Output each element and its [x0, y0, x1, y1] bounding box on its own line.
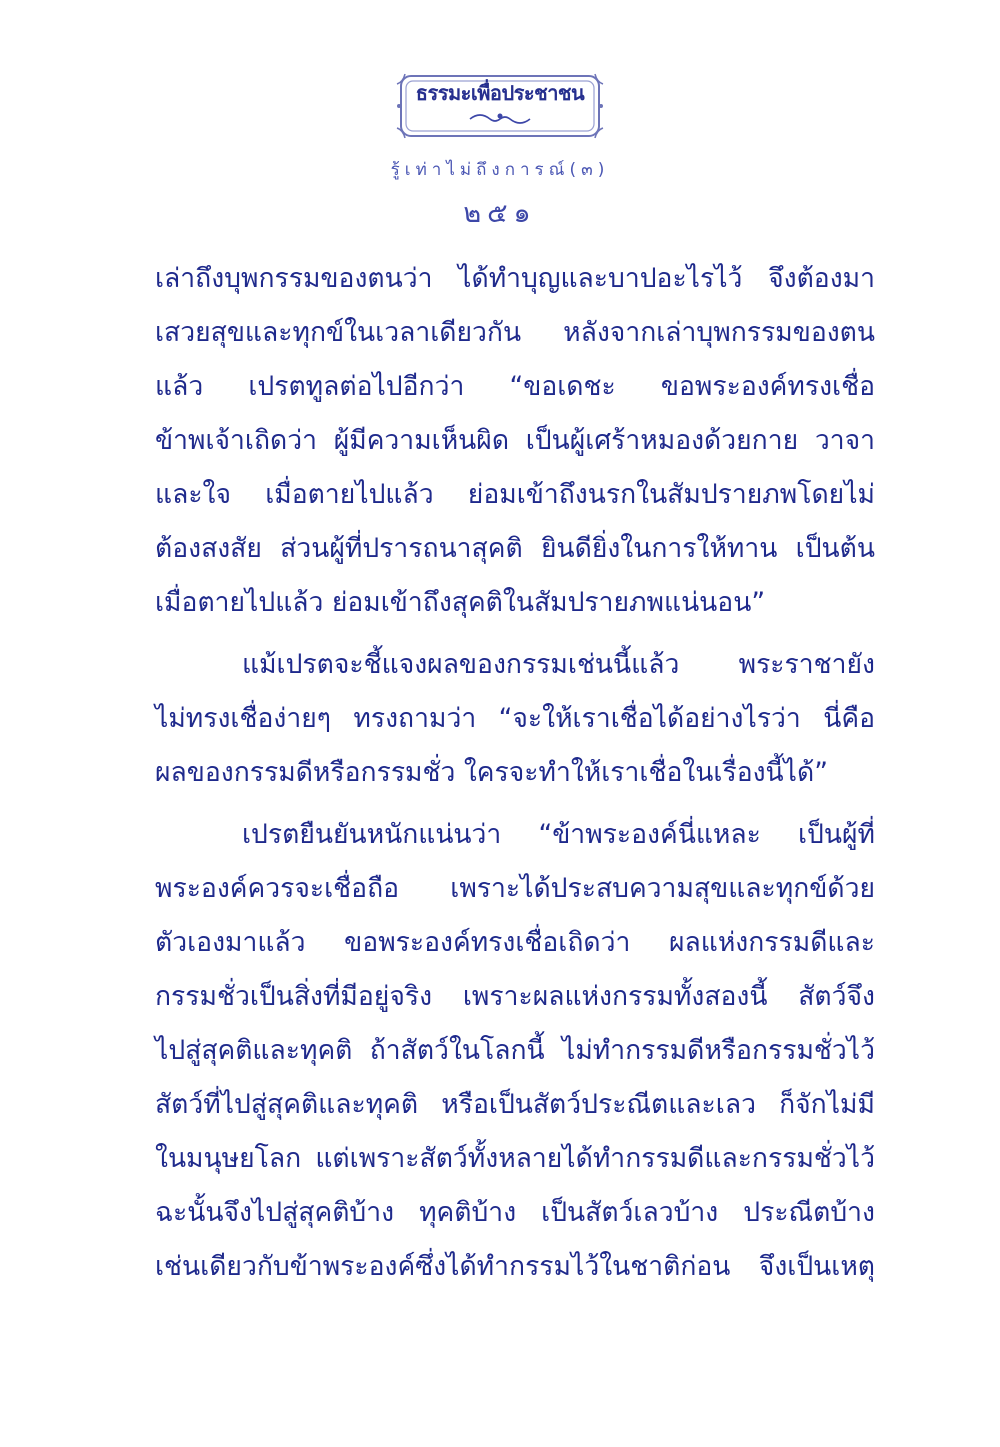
text-line: และใจ เมื่อตายไปแล้ว ย่อมเข้าถึงนรกในสัมปรายภพโดยไม่	[155, 479, 875, 510]
paragraph	[155, 638, 875, 800]
text-line: แม้เปรตจะชี้แจงผลของกรรมเช่นนี้แล้ว พระราชายัง	[242, 649, 875, 680]
text-line: สัตว์ที่ไปสู่สุคติและทุคติ หรือเป็นสัตว์ประณีตและเลว ก็จักไม่มี	[155, 1089, 875, 1120]
text-line: ข้าพเจ้าเถิดว่า ผู้มีความเห็นผิด เป็นผู้เศร้าหมองด้วยกาย วาจา	[155, 425, 875, 456]
page-number: ๒๕๑	[463, 198, 537, 229]
text-line: เสวยสุขและทุกข์ในเวลาเดียวกัน หลังจากเล่าบุพกรรมของตน	[155, 317, 875, 348]
text-line: ในมนุษยโลก แต่เพราะสัตว์ทั้งหลายได้ทำกรรมดีและกรรมชั่วไว้	[155, 1143, 875, 1174]
text-line: ไปสู่สุคติและทุคติ ถ้าสัตว์ในโลกนี้ ไม่ทำกรรมดีหรือกรรมชั่วไว้	[155, 1035, 875, 1066]
paragraph	[155, 808, 875, 1294]
chapter-subtitle: รู้เท่าไม่ถึงการณ์(๓)	[390, 160, 610, 180]
book-logo	[395, 70, 605, 142]
text-line: ตัวเองมาแล้ว ขอพระองค์ทรงเชื่อเถิดว่า ผลแห่งกรรมดีและ	[155, 927, 875, 958]
text-line: ไม่ทรงเชื่อง่ายๆ ทรงถามว่า “จะให้เราเชื่อได้อย่างไรว่า นี่คือ	[155, 703, 875, 734]
text-line: ผลของกรรมดีหรือกรรมชั่ว ใครจะทำให้เราเชื่อในเรื่องนี้ได้”	[155, 757, 828, 788]
logo-title: ธรรมะเพื่อประชาชน	[415, 81, 585, 105]
text-line: เล่าถึงบุพกรรมของตนว่า ได้ทำบุญและบาปอะไรไว้ จึงต้องมา	[155, 263, 875, 294]
text-line: เปรตยืนยันหนักแน่นว่า “ข้าพระองค์นี่แหละ เป็นผู้ที่	[242, 819, 875, 850]
text-line: เช่นเดียวกับข้าพระองค์ซึ่งได้ทำกรรมไว้ในชาติก่อน จึงเป็นเหตุ	[155, 1251, 875, 1282]
paragraph	[155, 252, 875, 630]
text-line: แล้ว เปรตทูลต่อไปอีกว่า “ขอเดชะ ขอพระองค์ทรงเชื่อ	[155, 371, 875, 402]
page-header	[0, 70, 1000, 234]
text-line: พระองค์ควรจะเชื่อถือ เพราะได้ประสบความสุขและทุกข์ด้วย	[155, 873, 875, 904]
text-line: กรรมชั่วเป็นสิ่งที่มีอยู่จริง เพราะผลแห่งกรรมทั้งสองนี้ สัตว์จึง	[155, 981, 875, 1012]
text-line: ต้องสงสัย ส่วนผู้ที่ปรารถนาสุคติ ยินดียิ่งในการให้ทาน เป็นต้น	[155, 533, 875, 564]
text-line: ฉะนั้นจึงไปสู่สุคติบ้าง ทุคติบ้าง เป็นสัตว์เลวบ้าง ประณีตบ้าง	[155, 1197, 875, 1228]
text-line: เมื่อตายไปแล้ว ย่อมเข้าถึงสุคติในสัมปรายภพแน่นอน”	[155, 587, 766, 618]
body-text	[155, 252, 875, 1294]
ornament-icon	[465, 111, 535, 125]
